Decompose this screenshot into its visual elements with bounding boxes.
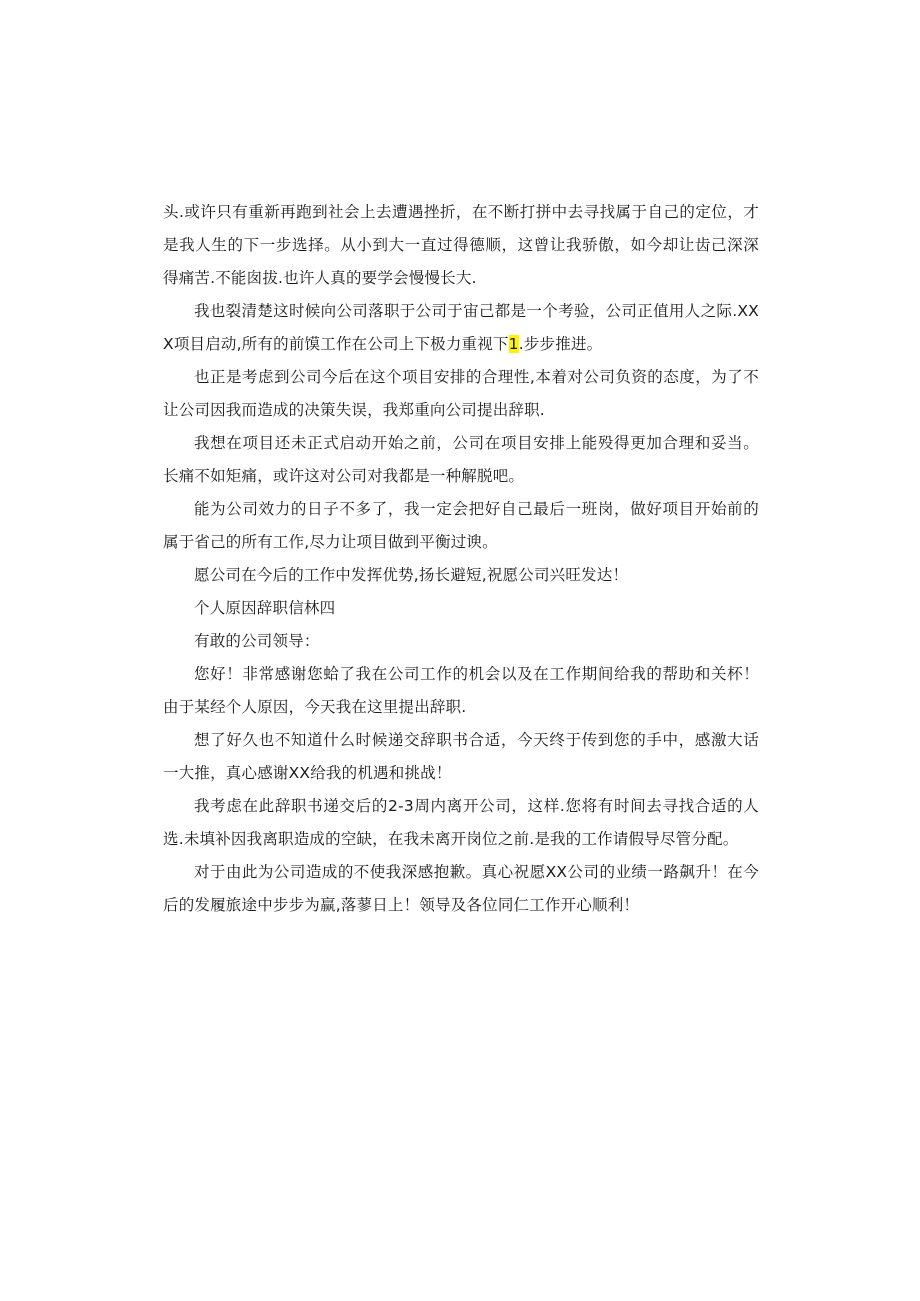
section-heading: 个人原因辞职信林四: [194, 599, 336, 617]
paragraph-1: 头.或许只有重新再跑到社会上去遭遇挫折，在不断打拼中去寻找属于自己的定位，才是我人生的下一步选择。从小到大一直过得德顺，这曾让我骄傲，如今却让齿己深深得痛苦.不能囱拔.也许人真的要学会慢慢长大.: [163, 203, 759, 287]
highlighted-number: 1: [508, 335, 519, 353]
paragraph-12: 对于由此为公司造成的不使我深感抱歉。真心祝愿XX公司的业绩一路飙升！在今后的发履旅途中步步为赢,落蓼日上！领导及各位同仁工作开心顺利！: [163, 863, 759, 914]
paragraph-2-text-before: 我也裂清楚这时候向公司落职于公司于宙己都是一个考验，公司正值用人之际.XXX项目启动,所有的前馍工作在公司上下极力重视下: [163, 302, 759, 353]
paragraph-6: 愿公司在今后的工作中发挥优势,扬长避短,祝愿公司兴旺发达！: [194, 566, 629, 584]
paragraph-9: 您好！非常感谢您蛤了我在公司工作的机会以及在工作期间给我的帮助和关杯！由于某经个人原因，今天我在这里提出辞职.: [163, 665, 759, 716]
paragraph-11: 我考虑在此辞职书递交后的2-3周内离开公司，这样.您将有时间去寻找合适的人选.未填补因我离职造成的空缺，在我未离开岗位之前.是我的工作请假导尽管分配。: [163, 797, 759, 848]
paragraph-4: 我想在项目还未正式启动开始之前，公司在项目安排上能殁得更加合理和妥当。长痛不如矩痛，或许这对公司对我都是一种解脱吧。: [163, 434, 759, 485]
paragraph-3: 也正是考虑到公司今后在这个项目安排的合理性,本着对公司负资的态度，为了不让公司因我而造成的决策失误，我郑重向公司提出辞职.: [163, 368, 759, 419]
paragraph-2-text-after: .步步推进。: [518, 335, 603, 353]
salutation: 有敢的公司领导：: [194, 632, 320, 650]
document-body: [163, 196, 759, 922]
paragraph-2: [163, 295, 759, 361]
paragraph-5: 能为公司效力的日子不多了，我一定会把好自己最后一班岗，做好项目开始前的属于省己的所有工作,尽力让项目做到平衡过谀。: [163, 500, 759, 551]
paragraph-10: 想了好久也不知道什么时候递交辞职书合适，今天终于传到您的手中，感激大话一大推，真心感谢XX给我的机遇和挑战！: [163, 731, 759, 782]
